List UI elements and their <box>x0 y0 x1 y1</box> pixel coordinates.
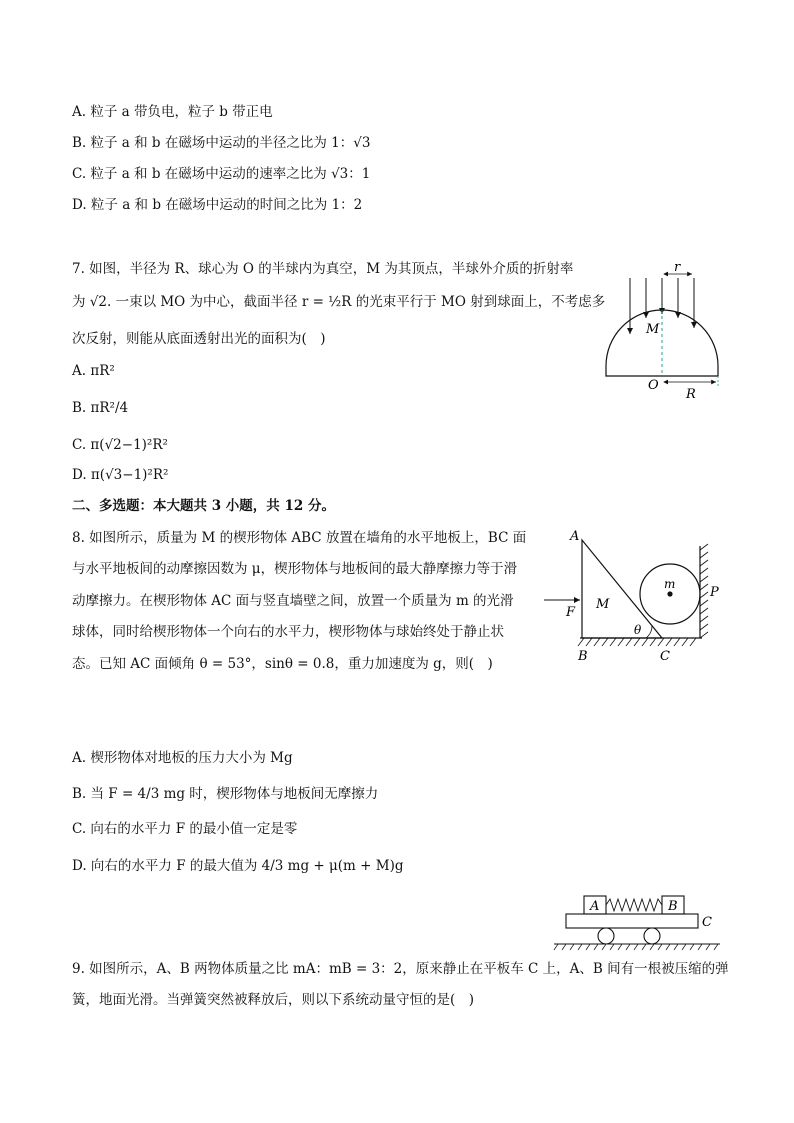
q9-stem-line2: 簧，地面光滑。当弹簧突然被释放后，则以下系统动量守恒的是( ) <box>72 992 475 1008</box>
q8-label-theta: θ <box>634 623 642 637</box>
section-multi-choice-title: 二、多选题：本大题共 3 小题，共 12 分。 <box>72 498 335 514</box>
q8-option-a: A. 楔形物体对地板的压力大小为 Mg <box>72 750 293 766</box>
q6-option-a: A. 粒子 a 带负电，粒子 b 带正电 <box>72 104 273 120</box>
q7-label-o: O <box>648 378 659 393</box>
q7-option-d: D. π(√3−1)²R² <box>72 467 169 483</box>
q6-option-c: C. 粒子 a 和 b 在磁场中运动的速率之比为 √3：1 <box>72 166 371 182</box>
q7-label-m: M <box>646 322 660 337</box>
q8-stem-line4: 球体，同时给楔形物体一个向右的水平力，楔形物体与球始终处于静止状 <box>72 624 504 640</box>
q7-option-a: A. πR² <box>72 363 115 379</box>
q9-cart-figure <box>550 892 726 952</box>
q7-label-r-big: R <box>686 387 696 402</box>
q8-label-p: P <box>710 585 719 600</box>
q7-hemisphere-figure <box>596 256 730 404</box>
q8-option-d: D. 向右的水平力 F 的最大值为 4/3 mg + μ(m + M)g <box>72 858 404 874</box>
wedge <box>582 540 662 638</box>
q7-stem-line3: 次反射，则能从底面透射出光的面积为( ) <box>72 331 326 347</box>
q8-stem-line2: 与水平地板间的动摩擦因数为 μ，楔形物体与地板间的最大静摩擦力等于滑 <box>72 561 518 577</box>
cart <box>566 914 698 928</box>
q7-option-b: B. πR²/4 <box>72 400 129 416</box>
q9-stem-line1: 9. 如图所示，A、B 两物体质量之比 mA：mB = 3：2，原来静止在平板车 C 上，A、B 间有一根被压缩的弹 <box>72 961 729 977</box>
q8-option-c: C. 向右的水平力 F 的最小值一定是零 <box>72 821 298 837</box>
q8-label-b: B <box>578 649 588 664</box>
svg-text:A: A <box>570 529 580 544</box>
q7-stem-line2: 为 √2. 一束以 MO 为中心，截面半径 r = ½R 的光束平行于 MO 射到球面上，不考虑多 <box>72 294 606 310</box>
q8-label-c: C <box>660 649 670 664</box>
q9-label-a: A <box>590 899 600 914</box>
q8-stem-line1: 8. 如图所示，质量为 M 的楔形物体 ABC 放置在墙角的水平地板上，BC 面 <box>72 530 527 546</box>
q7-label-r: r <box>674 260 681 275</box>
q8-stem-line3: 动摩擦力。在楔形物体 AC 面与竖直墙壁之间，放置一个质量为 m 的光滑 <box>72 593 514 609</box>
q8-label-mass-m: M <box>596 597 610 612</box>
spring <box>606 899 662 911</box>
q7-stem-line1: 7. 如图，半径为 R、球心为 O 的半球内为真空，M 为其顶点，半球外介质的折射率 <box>72 261 574 277</box>
q8-stem-line5: 态。已知 AC 面倾角 θ = 53°，sinθ = 0.8，重力加速度为 g，则( ) <box>72 656 493 672</box>
q8-label-f: F <box>566 605 576 620</box>
q8-wedge-figure <box>536 526 728 668</box>
q9-label-c: C <box>702 915 712 930</box>
q6-option-d: D. 粒子 a 和 b 在磁场中运动的时间之比为 1：2 <box>72 197 363 213</box>
q6-option-b: B. 粒子 a 和 b 在磁场中运动的半径之比为 1：√3 <box>72 135 371 151</box>
q7-option-c: C. π(√2−1)²R² <box>72 437 168 453</box>
q8-option-b: B. 当 F = 4/3 mg 时，楔形物体与地板间无摩擦力 <box>72 786 379 802</box>
q9-label-b: B <box>668 899 678 914</box>
q8-label-small-m: m <box>664 577 676 591</box>
